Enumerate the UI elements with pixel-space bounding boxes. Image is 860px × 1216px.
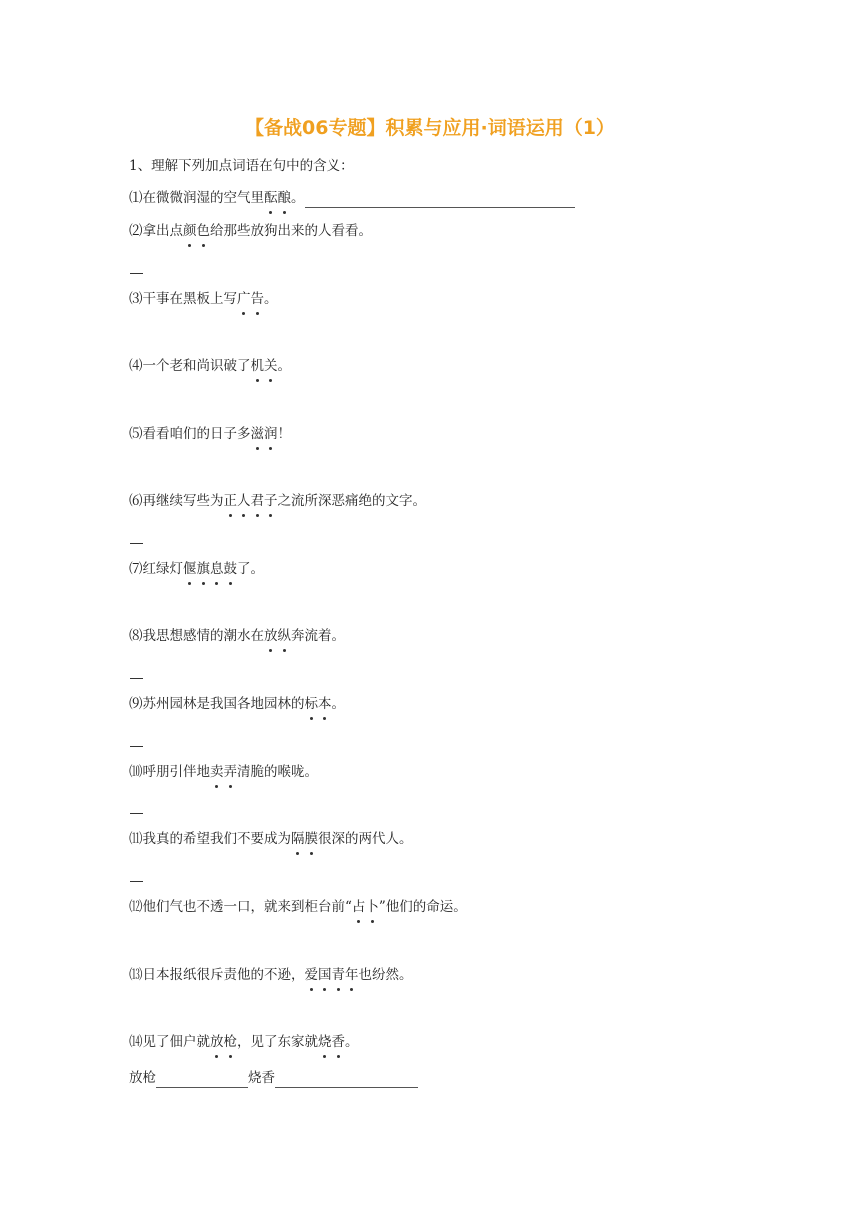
answer-dash xyxy=(130,543,143,544)
dotted-char: 纵 xyxy=(277,628,291,644)
item-text: ⑽呼朋引伴地 xyxy=(129,764,210,780)
dotted-char: 弄 xyxy=(223,764,237,780)
dotted-char: 润 xyxy=(264,426,278,442)
item-text: ⑿他们气也不透一口，就来到柜台前“ xyxy=(129,899,352,915)
item-text: ⒁见了佃户就 xyxy=(129,1034,210,1050)
item-1 xyxy=(129,188,575,208)
dotted-char: 关 xyxy=(264,358,278,374)
item-11 xyxy=(129,829,413,849)
dotted-word xyxy=(291,831,318,847)
dotted-word xyxy=(251,358,278,374)
dotted-char: 偃 xyxy=(183,561,197,577)
item-text: 之流所深恶痛绝的文字。 xyxy=(277,493,426,509)
dotted-char: 年 xyxy=(345,967,359,983)
item-text: 。 xyxy=(291,190,305,206)
dotted-char: 枪 xyxy=(223,1034,237,1050)
document-title: 【备战06专题】积累与应用·词语运用（1） xyxy=(245,117,615,139)
dotted-word xyxy=(352,899,379,915)
dotted-word xyxy=(251,426,278,442)
item-text: ⑺红绿灯 xyxy=(129,561,183,577)
dotted-char: 卖 xyxy=(210,764,224,780)
item-text: 。 xyxy=(277,358,291,374)
item-4 xyxy=(129,356,291,376)
item-text: ⑸看看咱们的日子多 xyxy=(129,426,251,442)
answer-line-14 xyxy=(129,1068,418,1088)
item-14 xyxy=(129,1032,359,1052)
dotted-char: 机 xyxy=(250,358,264,374)
answer-blank[interactable] xyxy=(305,193,575,208)
dotted-char: 标 xyxy=(304,696,318,712)
dotted-char: 占 xyxy=(351,899,366,915)
item-text: ⑵拿出点 xyxy=(129,223,183,239)
item-text: 。 xyxy=(331,696,345,712)
item-text: 。 xyxy=(345,1034,359,1050)
dotted-char: 放 xyxy=(264,628,278,644)
answer-dash xyxy=(130,746,143,747)
dotted-char: 酿 xyxy=(277,190,291,206)
dotted-char: 正 xyxy=(223,493,237,509)
item-text: ⑷一个老和尚识破了 xyxy=(129,358,251,374)
dotted-word xyxy=(305,696,332,712)
item-text: ⑹再继续写些为 xyxy=(129,493,224,509)
item-6 xyxy=(129,491,426,511)
dotted-word xyxy=(210,764,237,780)
item-text: 清脆的喉咙。 xyxy=(237,764,318,780)
dotted-char: 香 xyxy=(331,1034,345,1050)
item-13 xyxy=(129,965,413,985)
item-text: 奔流着。 xyxy=(291,628,345,644)
item-5 xyxy=(129,424,291,444)
item-text: ⑼苏州园林是我国各地园林的 xyxy=(129,696,305,712)
dotted-char: 卜 xyxy=(365,899,379,915)
dotted-char: 隔 xyxy=(291,831,305,847)
dotted-char: 爱 xyxy=(304,967,318,983)
dotted-char: 告 xyxy=(250,291,264,307)
question-heading: 1、理解下列加点词语在句中的含义： xyxy=(129,158,354,174)
item-12 xyxy=(129,897,467,917)
dotted-char: 青 xyxy=(331,967,345,983)
item-text: ！ xyxy=(277,426,291,442)
item-text: 。 xyxy=(264,291,278,307)
dotted-char: 君 xyxy=(250,493,264,509)
dotted-char: 放 xyxy=(210,1034,224,1050)
dotted-char: 广 xyxy=(237,291,251,307)
item-text: ”他们的命运。 xyxy=(378,899,467,915)
dotted-word xyxy=(264,628,291,644)
item-text: ，见了东家就 xyxy=(237,1034,318,1050)
item-2 xyxy=(129,221,372,241)
dotted-char: 颜 xyxy=(183,223,197,239)
dotted-char: 烧 xyxy=(318,1034,332,1050)
dotted-char: 子 xyxy=(264,493,278,509)
answer-dash xyxy=(130,678,143,679)
answer-label: 放枪 xyxy=(129,1070,156,1086)
item-8 xyxy=(129,626,345,646)
dotted-word xyxy=(210,1034,237,1050)
item-text: 很深的两代人。 xyxy=(318,831,413,847)
answer-label: 烧香 xyxy=(248,1070,275,1086)
answer-dash xyxy=(130,881,143,882)
item-text: ⑶干事在黑板上写 xyxy=(129,291,237,307)
dotted-char: 息 xyxy=(210,561,224,577)
item-text: ⑴在微微润湿的空气里 xyxy=(129,190,264,206)
answer-dash xyxy=(130,273,143,274)
dotted-char: 人 xyxy=(237,493,251,509)
dotted-word xyxy=(237,291,264,307)
item-10 xyxy=(129,762,318,782)
item-text: 了。 xyxy=(237,561,264,577)
item-text: 给那些放狗出来的人看看。 xyxy=(210,223,372,239)
dotted-char: 滋 xyxy=(250,426,264,442)
item-text: ⒀日本报纸很斥责他的不逊， xyxy=(129,967,305,983)
answer-dash xyxy=(130,813,143,814)
dotted-char: 膜 xyxy=(304,831,318,847)
dotted-char: 本 xyxy=(318,696,332,712)
dotted-word xyxy=(224,493,278,509)
dotted-char: 旗 xyxy=(196,561,210,577)
item-9 xyxy=(129,694,345,714)
dotted-word xyxy=(183,223,210,239)
answer-blank-shaoxiang[interactable] xyxy=(275,1073,418,1088)
dotted-word xyxy=(183,561,237,577)
dotted-word xyxy=(305,967,359,983)
dotted-char: 国 xyxy=(318,967,332,983)
answer-blank-fangqiang[interactable] xyxy=(156,1073,248,1088)
dotted-char: 酝 xyxy=(264,190,278,206)
item-text: 也纷然。 xyxy=(358,967,413,983)
item-7 xyxy=(129,559,264,579)
dotted-char: 色 xyxy=(196,223,210,239)
dotted-char: 鼓 xyxy=(223,561,237,577)
dotted-word xyxy=(264,190,291,206)
item-text: ⑾我真的希望我们不要成为 xyxy=(129,831,291,847)
dotted-word xyxy=(318,1034,345,1050)
item-text: ⑻我思想感情的潮水在 xyxy=(129,628,264,644)
item-3 xyxy=(129,289,278,309)
